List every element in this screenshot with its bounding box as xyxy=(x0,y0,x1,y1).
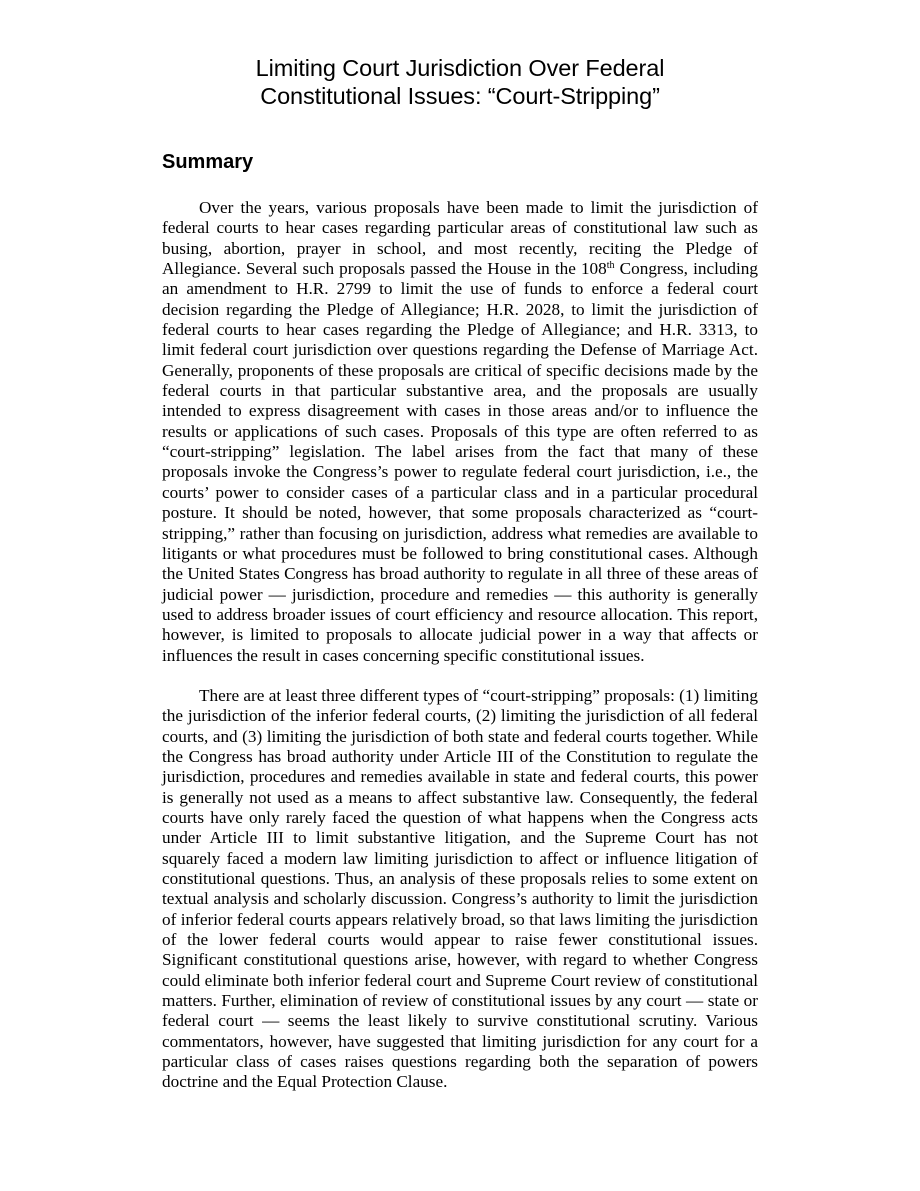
paragraph-1-text-b: Congress, including an amendment to H.R. 2799 to limit the use of funds to enforce a federal court decision regarding the Pledge of Allegiance; H.R. 2028, to limit the jurisdiction of federal courts to hear cases regarding the Pledge of Allegiance; and H.R. 3313, to limit federal court jurisdiction over questions regarding the Defense of Marriage Act. Generally, proponents of these proposals are critical of specific decisions made by the federal courts in that particular substantive area, and the proposals are usually intended to express disagreement with cases in those areas and/or to influence the results or applications of such cases. Proposals of this type are often referred to as “court-stripping” legislation. The label arises from the fact that many of these proposals invoke the Congress’s power to regulate federal court jurisdiction, i.e., the courts’ power to consider cases of a particular class and in a particular procedural posture. It should be noted, however, that some proposals characterized as “court-stripping,” rather than focusing on jurisdiction, address what remedies are available to litigants or what procedures must be followed to bring constitutional cases. Although the United States Congress has broad authority to regulate in all three of these areas of judicial power — jurisdiction, procedure and remedies — this authority is generally used to address broader issues of court efficiency and resource allocation. This report, however, is limited to proposals to allocate judicial power in a way that affects or influences the result in cases concerning specific constitutional issues. xyxy=(162,259,758,665)
page-title xyxy=(162,54,758,110)
title-line-2: Constitutional Issues: “Court-Stripping” xyxy=(260,83,660,109)
summary-paragraph-1 xyxy=(162,198,758,666)
paragraph-1-text-a: Over the years, various proposals have been made to limit the jurisdiction of federal courts to hear cases regarding particular areas of constitutional law such as busing, abortion, prayer in school, and most recently, reciting the Pledge of Allegiance. Several such proposals passed the House in the 108 xyxy=(162,198,758,279)
title-line-1: Limiting Court Jurisdiction Over Federal xyxy=(255,55,665,81)
section-heading-summary: Summary xyxy=(162,151,254,173)
document-page xyxy=(162,54,758,1093)
summary-paragraph-2: There are at least three different types of “court-stripping” proposals: (1) limiting the jurisdiction of the inferior federal courts, (2) limiting the jurisdiction of all federal courts, and (3) limiting the jurisdiction of both state and federal courts together. While the Congress has broad authority under Article III of the Constitution to regulate the jurisdiction, procedures and remedies available in state and federal courts, this power is generally not used as a means to affect substantive law. Consequently, the federal courts have only rarely faced the question of what happens when the Congress acts under Article III to limit substantive litigation, and the Supreme Court has not squarely faced a modern law limiting jurisdiction to affect or influence litigation of constitutional questions. Thus, an analysis of these proposals relies to some extent on textual analysis and scholarly discussion. Congress’s authority to limit the jurisdiction of inferior federal courts appears relatively broad, so that laws limiting the jurisdiction of the lower federal courts would appear to raise fewer constitutional issues. Significant constitutional questions arise, however, with regard to whether Congress could eliminate both inferior federal court and Supreme Court review of constitutional matters. Further, elimination of review of constitutional issues by any court — state or federal court — seems the least likely to survive constitutional scrutiny. Various commentators, however, have suggested that limiting jurisdiction for any court for a particular class of cases raises questions regarding both the separation of powers doctrine and the Equal Protection Clause. xyxy=(162,685,758,1092)
ordinal-superscript: th xyxy=(606,260,615,272)
